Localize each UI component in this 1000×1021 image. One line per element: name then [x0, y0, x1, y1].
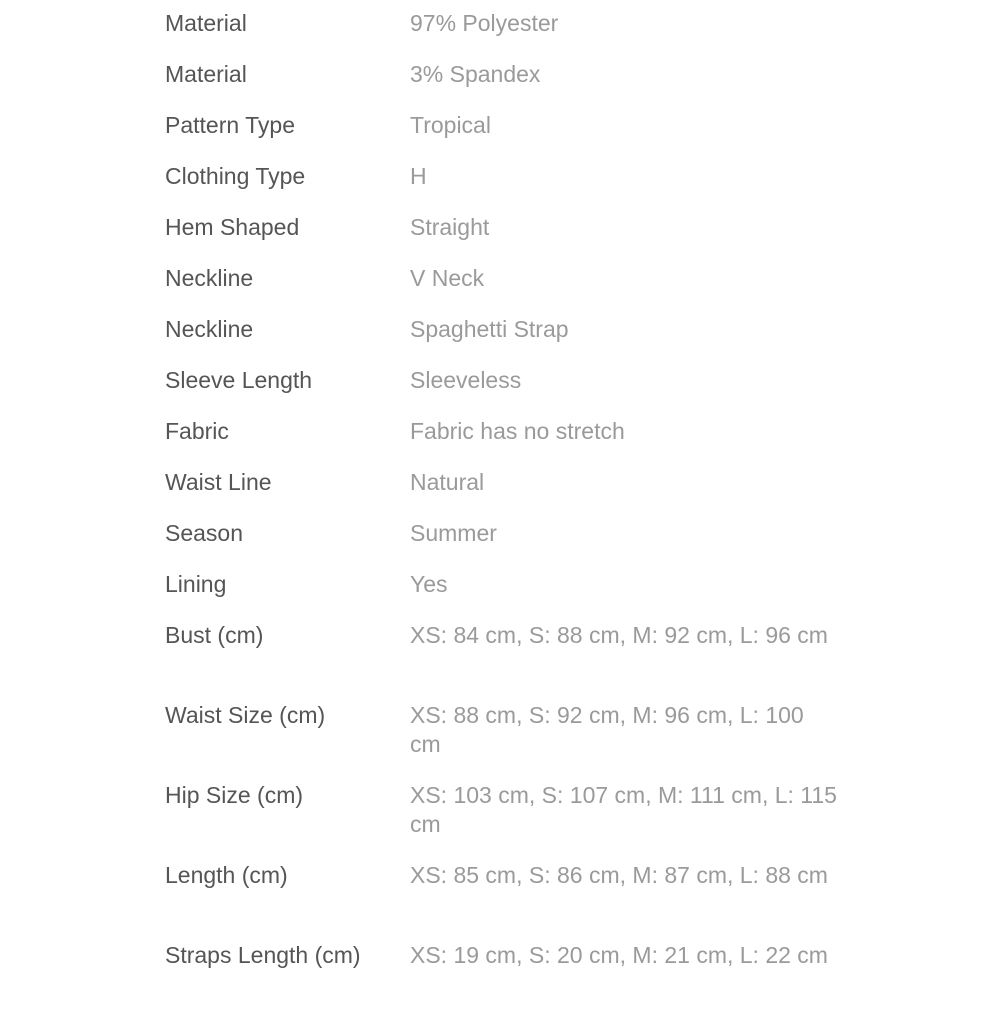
spec-value: Spaghetti Strap — [410, 316, 569, 342]
spec-label: Length (cm) — [165, 862, 288, 888]
spec-row-hip-size — [165, 781, 865, 861]
spec-value: Tropical — [410, 112, 491, 138]
spec-label: Lining — [165, 571, 227, 597]
spec-label: Waist Line — [165, 469, 272, 495]
spec-label: Hem Shaped — [165, 214, 300, 240]
spec-label: Pattern Type — [165, 112, 295, 138]
spec-value: Straight — [410, 214, 490, 240]
spec-row-straps-length — [165, 941, 865, 1021]
spec-row-length — [165, 861, 865, 941]
spec-row-clothing-type — [165, 162, 865, 213]
spec-label: Fabric — [165, 418, 229, 444]
spec-label: Hip Size (cm) — [165, 782, 304, 808]
spec-row-waist-line — [165, 468, 865, 519]
spec-value: 97% Polyester — [410, 10, 559, 36]
spec-value: XS: 88 cm, S: 92 cm, M: 96 cm, L: 100 cm — [410, 702, 804, 757]
spec-value: Fabric has no stretch — [410, 418, 625, 444]
spec-label: Clothing Type — [165, 163, 306, 189]
spec-row-sleeve-length — [165, 366, 865, 417]
spec-row-lining — [165, 570, 865, 621]
spec-row-fabric — [165, 417, 865, 468]
spec-row-material-1 — [165, 9, 865, 60]
spec-row-waist-size — [165, 701, 865, 781]
spec-value: 3% Spandex — [410, 61, 541, 87]
spec-label: Material — [165, 61, 247, 87]
spec-value: XS: 19 cm, S: 20 cm, M: 21 cm, L: 22 cm — [410, 942, 828, 968]
spec-label: Neckline — [165, 316, 254, 342]
spec-value: V Neck — [410, 265, 485, 291]
spec-row-season — [165, 519, 865, 570]
spec-value: H — [410, 163, 427, 189]
spec-label: Season — [165, 520, 244, 546]
spec-label: Sleeve Length — [165, 367, 313, 393]
spec-row-pattern-type — [165, 111, 865, 162]
spec-value: XS: 103 cm, S: 107 cm, M: 111 cm, L: 115 cm — [410, 782, 837, 837]
spec-value: Yes — [410, 571, 448, 597]
spec-row-material-2 — [165, 60, 865, 111]
spec-value: XS: 85 cm, S: 86 cm, M: 87 cm, L: 88 cm — [410, 862, 828, 888]
spec-label: Bust (cm) — [165, 622, 264, 648]
spec-value: Natural — [410, 469, 485, 495]
spec-row-hem-shaped — [165, 213, 865, 264]
spec-label: Material — [165, 10, 247, 36]
spec-label: Waist Size (cm) — [165, 702, 326, 728]
spec-row-neckline-2 — [165, 315, 865, 366]
spec-row-neckline-1 — [165, 264, 865, 315]
spec-row-bust — [165, 621, 865, 701]
spec-value: Sleeveless — [410, 367, 522, 393]
spec-value: XS: 84 cm, S: 88 cm, M: 92 cm, L: 96 cm — [410, 622, 828, 648]
spec-value: Summer — [410, 520, 497, 546]
spec-label: Straps Length (cm) — [165, 942, 361, 968]
product-spec-table — [165, 9, 865, 1021]
spec-label: Neckline — [165, 265, 254, 291]
